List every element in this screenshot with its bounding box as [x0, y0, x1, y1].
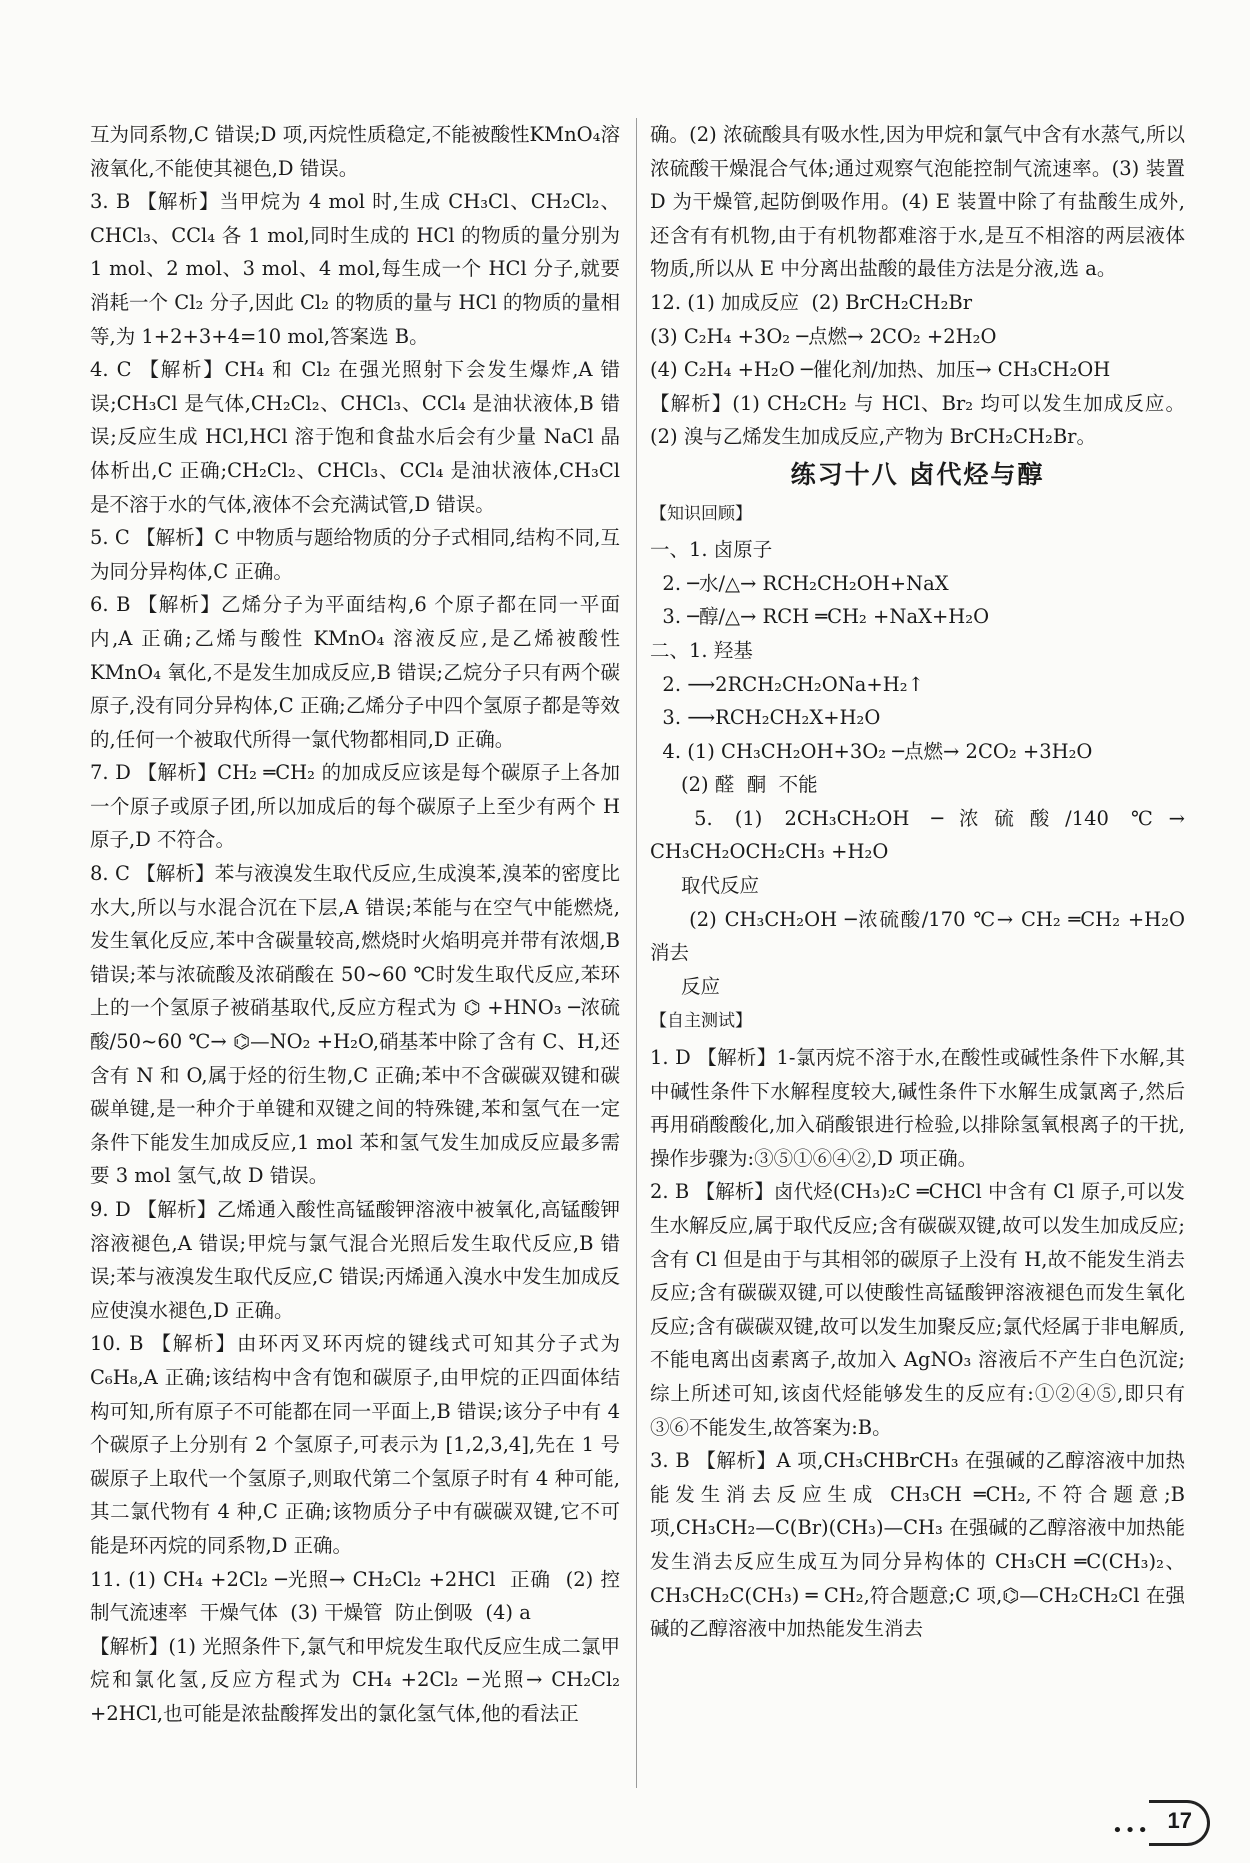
- left-para: 8. C 【解析】苯与液溴发生取代反应,生成溴苯,溴苯的密度比水大,所以与水混合沉在下层,A 错误;苯能与在空气中能燃烧,发生氧化反应,苯中含碳量较高,燃烧时火焰明亮并带有浓烟,B 错误;苯与浓硫酸及浓硝酸在 50~60 ℃时发生取代反应,苯环上的一个氢原子被硝基取代,反应方程式为 ⌬ +HNO₃ ─浓硫酸/50~60 ℃→ ⌬—NO₂ +H₂O,硝基苯中除了含有 C、H,还含有 N 和 O,属于烃的衍生物,C 正确;苯中不含碳碳双键和碳碳单键,是一种介于单键和双键之间的特殊键,苯和氢气在一定条件下能发生加成反应,1 mol 苯和氢气发生加成反应最多需要 3 mol 氢气,故 D 错误。: [90, 862, 627, 1188]
- left-para: 3. B 【解析】当甲烷为 4 mol 时,生成 CH₃Cl、CH₂Cl₂、CHCl₃、CCl₄ 各 1 mol,同时生成的 HCl 的物质的量分别为 1 mol、2 mol、3 mol、4 mol,每生成一个 HCl 分子,就要消耗一个 Cl₂ 分子,因此 Cl₂ 的物质的量与 HCl 的物质的量相等,为 1+2+3+4=10 mol,答案选 B。: [90, 190, 627, 348]
- right-para: (4) C₂H₄ +H₂O ─催化剂/加热、加压→ CH₃CH₂OH: [650, 358, 1111, 382]
- self-test-item: 1. D 【解析】1-氯丙烷不溶于水,在酸性或碱性条件下水解,其中碱性条件下水解程度较大,碱性条件下水解生成氯离子,然后再用硝酸酸化,加入硝酸银进行检验,以排除氢氧根离子的干扰,操作步骤为:③⑤①⑥④②,D 项正确。: [650, 1046, 1185, 1170]
- right-para: 【解析】(1) CH₂CH₂ 与 HCl、Br₂ 均可以发生加成反应。(2) 溴与乙烯发生加成反应,产物为 BrCH₂CH₂Br。: [650, 391, 1185, 449]
- knowledge-review-label: 【知识回顾】: [650, 503, 752, 524]
- self-test-item: 3. B 【解析】A 项,CH₃CHBrCH₃ 在强碱的乙醇溶液中加热能发生消去反应生成 CH₃CH ═CH₂,不符合题意;B 项,CH₃CH₂—C(Br)(CH₃)—CH₃ 在强碱的乙醇溶液中加热能发生消去反应生成互为同分异构体的 CH₃CH ═C(CH₃)₂、CH₃CH₂C(CH₃) ═ CH₂,符合题意;C 项,⌬—CH₂CH₂Cl 在强碱的乙醇溶液中加热能发生消去: [650, 1449, 1192, 1641]
- review-line: 4. (1) CH₃CH₂OH+3O₂ ─点燃→ 2CO₂ +3H₂O: [650, 739, 1093, 763]
- right-column: [650, 118, 1198, 1646]
- review-line: 一、1. 卤原子: [650, 538, 773, 562]
- page-decoration-dots: •••: [1112, 1820, 1150, 1841]
- review-line: 二、1. 羟基: [650, 638, 753, 662]
- left-para: 【解析】(1) 光照条件下,氯气和甲烷发生取代反应生成二氯甲烷和氯化氢,反应方程式为 CH₄ +2Cl₂ ─光照→ CH₂Cl₂ +2HCl,也可能是浓盐酸挥发出的氯化氢气体,他的看法正: [90, 1634, 627, 1725]
- left-para: 7. D 【解析】CH₂ ═CH₂ 的加成反应该是每个碳原子上各加一个原子或原子团,所以加成后的每个碳原子上至少有两个 H 原子,D 不符合。: [90, 761, 627, 852]
- right-para: (3) C₂H₄ +3O₂ ─点燃→ 2CO₂ +2H₂O: [650, 324, 997, 348]
- left-column: [90, 118, 627, 1731]
- review-line: 3. ⟶RCH₂CH₂X+H₂O: [650, 706, 881, 730]
- review-line: 取代反应: [650, 874, 760, 898]
- left-para: 5. C 【解析】C 中物质与题给物质的分子式相同,结构不同,互为同分异构体,C 正确。: [90, 526, 620, 583]
- left-para: 11. (1) CH₄ +2Cl₂ ─光照→ CH₂Cl₂ +2HCl 正确 (2) 控制气流速率 干燥气体 (3) 干燥管 防止倒吸 (4) a: [90, 1567, 620, 1625]
- left-para: 6. B 【解析】乙烯分子为平面结构,6 个原子都在同一平面内,A 正确;乙烯与酸性 KMnO₄ 溶液反应,是乙烯被酸性 KMnO₄ 氧化,不是发生加成反应,B 错误;乙烷分子只有两个碳原子,没有同分异构体,C 正确;乙烯分子中四个氢原子都是等效的,任何一个被取代所得一氯代物都相同,D 正确。: [90, 593, 627, 751]
- right-para: 确。(2) 浓硫酸具有吸水性,因为甲烷和氯气中含有水蒸气,所以浓硫酸干燥混合气体;通过观察气泡能控制气流速率。(3) 装置 D 为干燥管,起防倒吸作用。(4) E 装置中除了有盐酸生成外,还含有有机物,由于有机物都难溶于水,是互不相溶的两层液体物质,所以从 E 中分离出盐酸的最佳方法是分液,选 a。: [650, 123, 1192, 281]
- review-line: 2. ─水/△→ RCH₂CH₂OH+NaX: [650, 571, 949, 595]
- review-line: 5. (1) 2CH₃CH₂OH ─浓硫酸/140 ℃→ CH₃CH₂OCH₂CH₃ +H₂O: [650, 806, 1192, 864]
- review-line: 反应: [650, 974, 721, 998]
- self-test-label: 【自主测试】: [650, 1011, 752, 1032]
- left-para: 9. D 【解析】乙烯通入酸性高锰酸钾溶液中被氧化,高锰酸钾溶液褪色,A 错误;甲烷与氯气混合光照后发生取代反应,B 错误;苯与液溴发生取代反应,C 错误;丙烯通入溴水中发生加成反应使溴水褪色,D 正确。: [90, 1198, 620, 1322]
- left-para: 4. C 【解析】CH₄ 和 Cl₂ 在强光照射下会发生爆炸,A 错误;CH₃Cl 是气体,CH₂Cl₂、CHCl₃、CCl₄ 是油状液体,B 错误;反应生成 HCl,HCl 溶于饱和食盐水后会有少量 NaCl 晶体析出,C 正确;CH₂Cl₂、CHCl₃、CCl₄ 是油状液体,CH₃Cl 是不溶于水的气体,液体不会充满试管,D 错误。: [90, 358, 627, 516]
- lesson-title: 练习十八 卤代烃与醇: [790, 459, 1045, 489]
- left-para: 10. B 【解析】由环丙叉环丙烷的键线式可知其分子式为 C₆H₈,A 正确;该结构中含有饱和碳原子,由甲烷的正四面体结构可知,所有原子不可能都在同一平面上,B 错误;该分子中有 4 个碳原子上分别有 2 个氢原子,可表示为 [1,2,3,4],先在 1 号碳原子上取代一个氢原子,则取代第二个氢原子时有 4 种可能,其二氯代物有 4 种,C 正确;该物质分子中有碳碳双键,它不可能是环丙烷的同系物,D 正确。: [90, 1332, 627, 1557]
- column-divider: [636, 118, 637, 1788]
- left-para: 互为同系物,C 错误;D 项,丙烷性质稳定,不能被酸性KMnO₄溶液氧化,不能使其褪色,D 错误。: [90, 123, 620, 180]
- self-test-item: 2. B 【解析】卤代烃(CH₃)₂C ═CHCl 中含有 Cl 原子,可以发生水解反应,属于取代反应;含有碳碳双键,故可以发生加成反应;含有 Cl 但是由于与其相邻的碳原子上没有 H,故不能发生消去反应;含有碳碳双键,可以使酸性高锰酸钾溶液褪色而发生氧化反应;含有碳碳双键,故可以发生加聚反应;氯代烃属于非电解质,不能电离出卤素离子,故加入 AgNO₃ 溶液后不产生白色沉淀;综上所述可知,该卤代烃能够发生的反应有:①②④⑤,即只有③⑥不能发生,故答案为:B。: [650, 1180, 1185, 1439]
- review-line: 3. ─醇/△→ RCH ═CH₂ +NaX+H₂O: [650, 605, 990, 629]
- page-number: 17: [1167, 1808, 1192, 1833]
- review-line: 2. ⟶2RCH₂CH₂ONa+H₂↑: [650, 672, 924, 696]
- review-line: (2) 醛 酮 不能: [650, 773, 818, 797]
- review-line: (2) CH₃CH₂OH ─浓硫酸/170 ℃→ CH₂ ═CH₂ +H₂O 消去: [650, 907, 1198, 965]
- right-para: 12. (1) 加成反应 (2) BrCH₂CH₂Br: [650, 290, 973, 314]
